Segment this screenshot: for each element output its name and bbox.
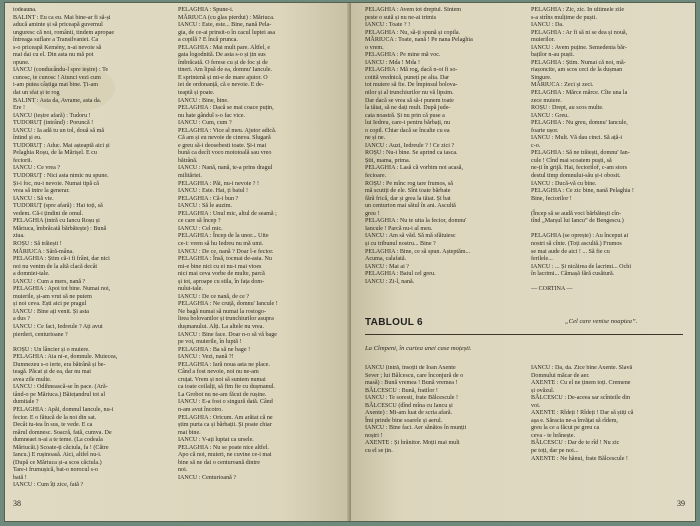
text-line: tot muiere să fie. De împinsul bolova- xyxy=(365,82,458,89)
text-line: IANCU : Da. xyxy=(531,22,564,29)
text-line: mărul domnesc. Soacră, fată, cumva. De xyxy=(13,429,112,436)
text-line: pe voi, muierile, în luptă ! xyxy=(178,339,242,346)
text-line: vedem. Că-i țindini de omul. xyxy=(13,210,84,217)
text-line: Bine, feciorilor ! xyxy=(531,195,572,202)
text-line: IANCU : Te soresti, frate Bălcescule ! xyxy=(365,395,459,402)
text-line: și ovăzul. xyxy=(531,387,555,394)
left-page-column-1 xyxy=(13,7,173,497)
text-line: bine să ne dai o centuroană dintre xyxy=(178,459,260,466)
text-line: mai dai cu el. Din asta nu mă pot xyxy=(13,52,94,59)
text-line: IANCU : Avem puține. Semedenia băr- xyxy=(531,44,627,51)
page-number-left: 38 xyxy=(13,499,21,508)
text-line: Tare-i frumușică, bat-o norocul s-o xyxy=(13,467,99,474)
text-line: Sever ; lui Bălcescu, care înconjură de o xyxy=(365,372,464,379)
text-line: tând-o pe Măriuca.) Băiețandrul tot al xyxy=(13,391,106,398)
text-line: IANCU (intră, însoțit de Ioan Axente xyxy=(365,365,456,371)
text-line: pe toți, dar pe noi... xyxy=(531,448,579,455)
text-line: TUDORUȚ : Nici asta nimic nu spune. xyxy=(13,173,109,180)
text-line: PELAGHIA : Pe mine mă voc. xyxy=(365,52,441,59)
text-line: PELAGHIA : Aia ni-e, domnule. Muiecea, xyxy=(13,354,118,361)
song-title: „Cel care venise noaptea”. xyxy=(565,318,638,325)
text-line: dușmanului. Alți. La altele nu vrea. xyxy=(178,323,264,330)
text-line: PELAGHIA : Ba să ne bage ! xyxy=(178,346,251,353)
text-line: știm purta ca și bărbații. Și poate chiar xyxy=(178,422,272,429)
text-line: întind și eu. xyxy=(13,135,42,142)
text-line: se mai aude de aici ! ... Să fie cu xyxy=(531,248,610,255)
text-line: IANCU (ieșire afară) : Tudoru ! xyxy=(13,112,91,119)
text-line: IANCU : Greu. xyxy=(531,112,569,119)
text-line: cu el se țin. xyxy=(365,448,393,455)
text-line: ne-ți în grijă. Hai, fecioriloř, c-am stors xyxy=(531,165,627,172)
text-line: PELAGHIA : Vice al meu. Ajutor adică. xyxy=(178,127,277,134)
text-line: MĂRIUCA : Sără-mâna. xyxy=(13,248,74,255)
text-line: PELAGHIA : Nu, să-ți spună și copila. xyxy=(365,29,461,36)
text-line: feciorii. xyxy=(13,157,33,164)
text-line: a domniei-tale. xyxy=(13,271,50,278)
text-line: ca toate ceilalți, să fim fie cu dușmanul. xyxy=(178,384,275,391)
text-line: BALINT : Eu ca eu. Mai bine-ar fi să-și xyxy=(13,14,111,21)
text-line: noi nu venim de la altă clacă decât xyxy=(13,263,98,270)
text-line: aducă aminte și să priceapă guvernul xyxy=(13,22,103,29)
text-line: PELAGHIA : Știm. Numai că noi, mă- xyxy=(531,59,626,66)
text-line: IANCU : Ia adă tu un tol, două să mă xyxy=(13,127,105,134)
text-line: IANCU : Nană, nană, te-a prins dragul xyxy=(178,165,273,172)
text-line: gia, de ce-ai prinsit-o în cacul luptei asa xyxy=(178,29,276,36)
text-line: PELAGHIA : Apoi tot bine. Numai noi, xyxy=(13,286,111,293)
text-line: Ere ! xyxy=(13,105,26,112)
text-line: IANCU : Odihnească-se în pace. (Ară- xyxy=(13,384,108,391)
text-line: un centurion mai sătul în ani. Ascultă xyxy=(365,203,456,210)
text-line: ne și ne. xyxy=(365,135,386,142)
right-page-column-2 xyxy=(531,7,691,307)
text-line: în lacrimi... Cămașă fără cusătură. xyxy=(531,271,615,278)
text-line: PELAGHIA : Dacă se mai coace puțin, xyxy=(178,105,274,112)
text-line: cunosc, te cunosc ! Atunci vezi cum xyxy=(13,74,101,81)
text-line: Când a fost nevoie, noi nu ne-am xyxy=(178,369,259,376)
text-line: PELAGHIA : Mai mult pare. Altfel, e xyxy=(178,44,271,51)
text-line: Pelaghia Roșu, de la Mărișel. E cu xyxy=(13,150,97,157)
text-line: PELAGHIA : Nu te uita la fecior, domnu' xyxy=(365,218,467,225)
text-line: teagă. Păcat și de ea, dar nu mai xyxy=(13,369,91,376)
text-line: tineri. Am lipsă de ea, domnu' Iancule. xyxy=(178,67,273,74)
text-line: PELAGHIA : Iară noua asta ne place. xyxy=(178,361,270,368)
right-page-bottom-column-1 xyxy=(365,365,525,493)
scene-setting: La Cîmpeni, în curtea unei case moțești. xyxy=(365,345,472,352)
text-line: tînd „Marșul lui Iancu” de Bengescu.) xyxy=(531,218,624,225)
right-page xyxy=(351,3,695,521)
text-line: ce care să încep ? xyxy=(178,218,221,225)
text-line: nilor și al trunchiurilor nu vă lipsim. xyxy=(365,90,454,97)
text-line: PELAGHIA : Însă, tocmai de-asta. Nu xyxy=(178,256,272,263)
text-line: noi. xyxy=(178,467,188,474)
text-line: ceva - te hrănește. xyxy=(531,432,575,439)
text-line: IANCU : Bine face. Doar n-o să vă bage xyxy=(178,331,277,338)
right-page-column-1 xyxy=(365,7,525,307)
text-line: PELAGHIA : Că-i bun ? xyxy=(178,195,239,202)
text-line: ROȘU : Să trăiești ! xyxy=(13,240,62,247)
text-line: riașoncite, am scos ceci de la dușman xyxy=(531,67,623,74)
text-line: Singure. xyxy=(531,74,552,81)
text-line: PELAGHIA : Baiul cel greu. xyxy=(365,271,436,278)
page-number-right: 39 xyxy=(677,499,685,508)
text-line: IANCU : Ducă-vă cu bine. xyxy=(531,180,597,187)
text-line: dat un sfat și te rog xyxy=(13,90,60,97)
text-line: PELAGHIA : Apăi, domnul Iancule, nu-i xyxy=(13,406,114,413)
text-line: și noi ceva. Ești aici pe pragul xyxy=(13,301,87,308)
text-line: IANCU : Cum îți zice, fată ? xyxy=(13,482,84,489)
text-line: PELAGHIA : Mărce mărce. Cîte una la xyxy=(531,90,628,97)
text-line: IANCU : Cum a mers, nană ? xyxy=(13,278,86,285)
text-line: Dar dacă se vrea să să-i punem toate xyxy=(365,97,454,104)
text-line: Iancu.) E rușinoasă. Aici, altfel nu-i. xyxy=(13,452,102,459)
text-line: zece muiere. xyxy=(531,97,562,104)
text-line: todeauna. xyxy=(13,7,37,13)
text-line: — CORTINA — xyxy=(531,286,573,293)
text-line: Știi, mama, prima. xyxy=(365,157,411,164)
text-line: muierilor. xyxy=(531,37,555,44)
text-line: ce-i: vrem să hu Iedreu nu mă umi. xyxy=(178,240,264,247)
text-line: IANCU : Cel mic. xyxy=(178,225,223,232)
text-line: AXENTE : Rîdeți ! Rîdeți ! Dar să știți că xyxy=(531,410,634,417)
text-line: ROȘU : Un lâncier și o muiere. xyxy=(13,346,90,353)
text-line: IANCU : De ce nană, de ce ? xyxy=(178,293,250,300)
text-line: ferilele... xyxy=(531,256,553,263)
text-line: PELAGHIA : Ce zic bine, nană Pelaghia ! xyxy=(531,188,634,195)
text-line: a dus ? xyxy=(13,316,30,323)
text-line: Îmi prinde bine soarele și aerul. xyxy=(365,417,443,424)
text-line: IANCU : Este. Hai, ți baiul ! xyxy=(178,188,249,195)
text-line: La Grobot nu ne-am făcut de rușine. xyxy=(178,391,267,398)
text-line: IANCU : Da, da. Zice bine Axente. Slavă xyxy=(531,365,633,371)
text-line: TUDORUȚ (spre afară) : Hai toți, să xyxy=(13,203,103,210)
text-line: IANCU (conducându-l spre ieșire) : Te xyxy=(13,67,109,74)
text-line: IANCU : E-a fost o singură dată. Când xyxy=(178,399,273,406)
text-line: opune. xyxy=(13,59,30,66)
text-line: i-am putea câștiga mai bine. Ți-am xyxy=(13,82,98,89)
text-line: PELAGHIA : Nu greu, domnu' Iancule, xyxy=(531,120,628,127)
text-line: IANCU : V-ați luptat ca ursele. xyxy=(178,437,254,444)
text-line: E sprintenă și mi-e de mare ajutor. O xyxy=(178,74,268,81)
text-line: bătrână. xyxy=(178,157,198,164)
text-line: Măriuca, îmbrăcată bărbătește) : Bună xyxy=(13,225,107,232)
text-line: MĂRIUCA (cu glas pierdut) : Măriuca. xyxy=(178,14,275,21)
text-line: PELAGHIA : Spune-i. xyxy=(178,7,234,13)
text-line xyxy=(13,339,173,347)
text-line: masă) : Bună vremea ! Bună vremea ! xyxy=(365,380,458,387)
text-line: BĂLCESCU (dînd mîna cu Iancu și xyxy=(365,402,453,409)
text-line: a copilă ? E încă prunca. xyxy=(178,37,238,44)
text-line: IANCU : Mult. Vă dau cinci. Să ață-i xyxy=(531,135,623,142)
text-line: greu la ce a făcut pe greu ca xyxy=(531,425,600,432)
text-line: IANCU : ... Și nicăirea de lacrimi... Ochi xyxy=(531,263,632,270)
text-line: IANCU : Bine, bine. xyxy=(178,97,229,104)
text-line: ROȘU : Drept, au scos multe. xyxy=(531,105,604,112)
right-page-bottom-column-2 xyxy=(531,365,691,493)
text-line: Ne bagă numai să numai la rostogo- xyxy=(178,308,266,315)
text-line: Măriucăi.) Scoate-ți căciula, fa ! (Către xyxy=(13,444,109,451)
text-line: BALINT : Asta da, Avrame, asta da. xyxy=(13,97,102,104)
text-line: la tăiat, să ne dați mult. După jude- xyxy=(365,105,451,112)
text-line: s-a strîns mulțime de puști. xyxy=(531,14,597,21)
text-line: PELAGHIA : Nu se poate nice altfel. xyxy=(178,444,269,451)
text-line: IANCU : Auzi, Iedreule ? ! Ce zici ? xyxy=(365,142,455,149)
text-line: greu ! xyxy=(365,210,380,217)
text-line: AXENTE : Cu el ne ținem toți. Cremene xyxy=(531,380,631,387)
text-line: MĂRIUCA : Toate, nană ! Pe nana Pelaghia xyxy=(365,37,473,44)
text-line: dumneaei n-ai a te teme. (La codeala xyxy=(13,437,103,444)
text-line: n-am avut încotro. xyxy=(178,406,223,413)
text-line: MĂRIUCA : Zeci și zeci. xyxy=(531,82,594,89)
text-line: TUDORUȚ (intrând) : Poruncă ! xyxy=(13,120,94,127)
text-line: IANCU : Bine ați venit. Și asta xyxy=(13,308,89,315)
text-line: iei de ordonanță, că e nevoie. E de- xyxy=(178,82,264,89)
text-line: PELAGHIA : Lasă că vorbim noi acasă, xyxy=(365,165,463,172)
text-line: mi-e bine nici cu ei nu-i mai vioes xyxy=(178,263,262,270)
text-line: IANCU : Toate ? ! xyxy=(365,22,411,29)
text-line: PELAGHIA : Oricum. Am arătat că ne xyxy=(178,414,273,421)
text-line: Iancule ! Parcă nu-i al meu. xyxy=(365,225,433,232)
text-line: IANCU : Să le auzim. xyxy=(178,203,232,210)
text-line: lui Iedreu, care-i pentru bărbați, nu xyxy=(365,120,451,127)
text-line: Și-i foc, nu-i nevoie. Numai tipă că xyxy=(13,180,99,187)
text-line: e greu să-i deosebesti toate. Și-i mai xyxy=(178,142,267,149)
text-line: lirea bolovanilor și trunchiurilor asupra xyxy=(178,316,274,323)
text-line: unguresc că noi, românii, tindem apropae xyxy=(13,29,115,36)
left-page-column-2 xyxy=(178,7,344,497)
text-line: milităriei. xyxy=(178,173,202,180)
text-line: nostri să cînte. (Toți ascultă.) Frumos xyxy=(531,240,622,247)
text-line: Domnului măcar de aer. xyxy=(531,372,590,379)
text-line: PELAGHIA : Avem tot dreptul. Sîntem xyxy=(365,7,462,13)
text-line: cotită vrednică, punețí pe alta. Dar xyxy=(365,74,450,81)
text-line: fecioare. xyxy=(365,173,387,180)
text-line: Apo că noi, muieri, ne cuvine ce-i mai xyxy=(178,452,272,459)
text-line: dumitale ? xyxy=(13,399,39,406)
text-line: vrea să intre la generar. xyxy=(13,188,70,195)
text-line: cruțat. Vrem și noi să suntem numai xyxy=(178,376,266,383)
text-line: BĂLCESCU : Bună, fratilor ! xyxy=(365,387,438,394)
text-line: nici mai ceva vorbe de multe, parcă xyxy=(178,271,265,278)
text-line: IANCU : Ce faci, Iedreule ? Ați avut xyxy=(13,323,103,330)
text-line: PELAGHIA (intră cu Iancu Roșu și xyxy=(13,218,100,225)
text-line: IANCU : Este, este... Bine, nană Pela- xyxy=(178,22,272,29)
text-line: IANCU : Ce vrea ? xyxy=(13,165,61,172)
text-line: întreaga suflare a Transilvaniei. Ca xyxy=(13,37,99,44)
text-line: noștri ! xyxy=(365,432,383,439)
text-line: BĂLCESCU : De-aceea sar scînteile din xyxy=(531,395,630,402)
text-line: PELAGHIA : Știm că-i fi frânt, dar nici xyxy=(13,256,110,263)
text-line: IANCU : Centurioană ? xyxy=(178,474,237,481)
text-line: PELAGHIA : Unul mic, altul de seamă ; xyxy=(178,210,277,217)
text-line: AXENTE : Și hrănitor. Moții mai mult xyxy=(365,440,460,447)
text-line: PELAGHIA : Bine, ce să spun. Așteptăm... xyxy=(365,248,471,255)
text-line: IANCU : Am să văd. Să mă sfătuiesc xyxy=(365,233,456,240)
text-line: nu hate gândul s-o fac vice. xyxy=(178,112,246,119)
text-line: TUDORUȚ : Aduc. Mai așteaptă aici și xyxy=(13,142,110,149)
left-page xyxy=(5,3,350,521)
text-line: peste o sută și nu ne-ai trimis xyxy=(365,14,437,21)
text-line: fecior. E o fătucă de la noi din sat. xyxy=(13,414,97,421)
text-line: mai bine. xyxy=(178,429,201,436)
text-line: voi. xyxy=(531,402,541,409)
text-line: Dumnezeu s-o ierte, era bătrână și be- xyxy=(13,361,106,368)
text-line: PELAGHIA : Zic, zic. În ultimele zile xyxy=(531,7,625,13)
text-line: teaptă și poate. xyxy=(178,90,215,97)
text-line: foarte ușor. xyxy=(531,127,559,134)
text-line: destul timp domnului-său și-i obosit. xyxy=(531,173,621,180)
text-line: Că am și eu nevoie de cineva. Slugară xyxy=(178,135,271,142)
text-line: BĂLCESCU : Dar de te rîd ! Nu zic xyxy=(531,440,620,447)
text-line: așa e. Săracia ne-a învățat să rîdem, xyxy=(531,417,618,424)
text-line: IANCU : Mai ai ? xyxy=(365,263,410,270)
text-line: îmbrăcată. O ferese cu și de foc și de xyxy=(178,59,268,66)
book-spread xyxy=(4,2,696,522)
text-line: PELAGHIA : Păi, nu-i nevoie ? ! xyxy=(178,180,260,187)
text-line: și cu tribunul nostru... Bine ? xyxy=(365,240,436,247)
text-line: baților n-au puști. xyxy=(531,52,575,59)
text-line: PELAGHIA : Ne cruță, domnu' Iancule ! xyxy=(178,301,278,308)
text-line: bată ! xyxy=(13,474,27,481)
text-line: pierderi, centurioane ? xyxy=(13,331,68,338)
text-line: s-o priceapă Kemény, n-ai nevoie să xyxy=(13,44,102,51)
text-line: ROȘU : Pe mînc rog tare frumos, să xyxy=(365,180,454,187)
text-line: ROȘU : Nu-i bine. Se aprind ca iasca. xyxy=(365,150,458,157)
text-line: AXENTE : Ne hănui, frate Bălcescule ! xyxy=(531,455,628,462)
text-line: bună ca decît voco mototoală sau vreo xyxy=(178,150,272,157)
text-line: PELAGHIA : Încep de la unor... Uite xyxy=(178,233,269,240)
text-line: (După ce Măriuca și-a scos căciula.) xyxy=(13,459,102,466)
text-line: o vrem. xyxy=(365,44,384,51)
text-line: Axente) : Mi-am luat de scria afară. xyxy=(365,410,453,417)
text-line: IANCU : Cum, cum ? xyxy=(178,120,232,127)
text-line: și tot, aproape cu stila, în fața dom- xyxy=(178,278,265,285)
text-line: Acuma, calafată. xyxy=(365,256,407,263)
text-line: avea zile multe. xyxy=(13,376,52,383)
text-line: IANCU : Bine faci. Aer sănătos în munții xyxy=(365,425,467,432)
divider-rule xyxy=(365,334,683,335)
tablou-heading: TABLOUL 6 xyxy=(365,317,423,328)
text-line: IANCU : Zi-l, nană. xyxy=(365,278,415,285)
text-line: cata noastră. Și nu prin că puse a xyxy=(365,112,445,119)
text-line: o copil. Chiar dacă se încalte cu ea xyxy=(365,127,450,134)
text-line: (Încep să se audă voci bărbătești cîn- xyxy=(531,210,622,217)
text-line xyxy=(531,279,691,287)
text-line: Decât tu-tea în sus, te vede. E ca xyxy=(13,422,93,429)
text-line: IANCU : Să vie. xyxy=(13,195,54,202)
text-line: mă scutiți de ele. Sînt toate bărbate xyxy=(365,188,451,195)
text-line: PELAGHIA : Ar fi să ni se dea și nouă, xyxy=(531,29,628,36)
text-line: nului-tale. xyxy=(178,286,203,293)
text-line: PELAGHIA (se oprește) : Au început ai xyxy=(531,233,629,240)
text-line: muierile, și-am vrut să ne puiem xyxy=(13,293,92,300)
text-line: ziua. xyxy=(13,233,25,240)
text-line: gata logodnită. De asta s-o și țin sus xyxy=(178,52,266,59)
text-line: IANCU : Mda ! Mda ! xyxy=(365,59,421,66)
text-line: cule ! Cînd mai scoatem puști, să xyxy=(531,157,612,164)
text-line: PELAGHIA : Mă rog, dacă n-oi fi so- xyxy=(365,67,458,74)
text-line: PELAGHIA : Să ne trăiești, domnu' Ian- xyxy=(531,150,630,157)
text-line: IANCU : De ce, nană ? Doar l-e fecior. xyxy=(178,248,274,255)
text-line: IANCU : Vezi, nană ?! xyxy=(178,354,234,361)
text-line: fără frică, dar și grea la tăiat. Și bat xyxy=(365,195,451,202)
text-line: c-o. xyxy=(531,142,541,149)
text-line xyxy=(531,203,691,211)
